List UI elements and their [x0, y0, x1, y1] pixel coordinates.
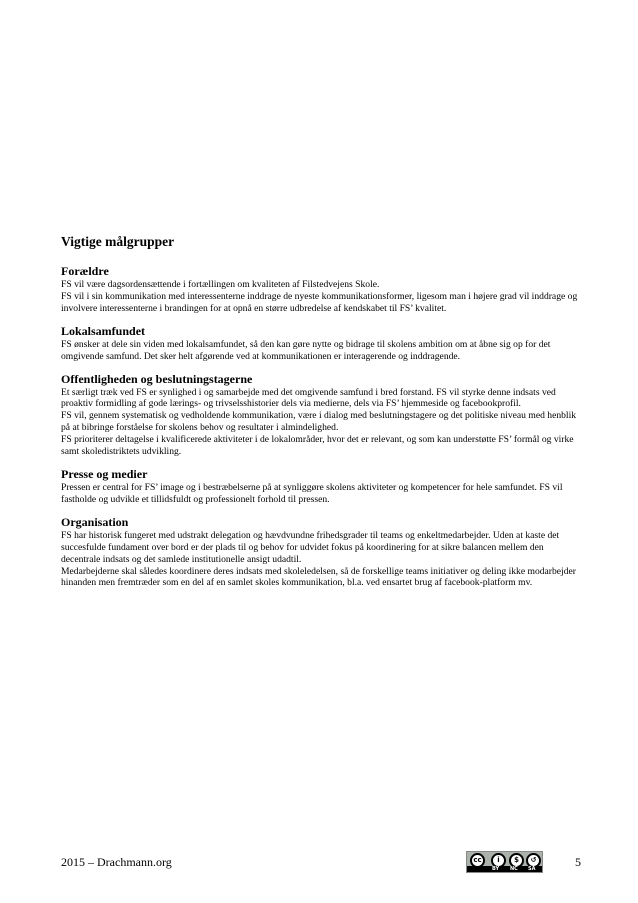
section-offentligheden	[61, 372, 581, 458]
license-label: BY	[492, 866, 500, 872]
section-organisation	[61, 515, 581, 590]
paragraph: FS vil i sin kommunikation med interessenterne inddrage de nyeste kommunikationsformer, ligesom man i højere grad vil inddrage og involvere interessenterne i brandingen for at opnå en større udbredelse af kendskabet til FS’ kvalitet.	[61, 290, 578, 314]
page-number: 5	[575, 855, 581, 869]
section-foraeldre	[61, 264, 581, 315]
sa-icon: ↺	[526, 853, 541, 868]
cc-by-nc-sa-icon	[466, 851, 543, 873]
cc-icon: cc	[470, 853, 485, 868]
license-label: SA	[528, 866, 536, 872]
paragraph: Et særligt træk ved FS er synlighed i og samarbejde med det omgivende samfund i bred forstand. FS vil styrke denne indsats ved proaktiv formidling af gode lærings- og trivselsshistorier dels via medierne, dels via FS’ hjemmeside og facebookprofil.	[61, 386, 556, 410]
footer-credit: 2015 – Drachmann.org	[61, 855, 172, 869]
paragraph: Medarbejderne skal således koordinere deres indsats med skoleledelsen, så de forskellige teams initiativer og deling ikke modarbejder hinanden men fremtræder som en del af en samlet skoles kommunikation, bl.a. ved ensartet brug af facebook-platform mv.	[61, 565, 576, 589]
paragraph: FS ønsker at dele sin viden med lokalsamfundet, så den kan gøre nytte og bidrage til skolens ambition om at åbne sig op for det omgivende samfund. Det sker helt afgørende ved at kommunikationen er interagerende og inddragende.	[61, 338, 551, 362]
document-body	[61, 234, 581, 598]
page-footer	[61, 851, 581, 873]
section-title: Organisation	[61, 514, 129, 529]
section-presse	[61, 467, 581, 506]
section-title: Offentligheden og beslutningstagerne	[61, 371, 253, 386]
nc-icon: $	[509, 853, 524, 868]
section-title: Forældre	[61, 264, 109, 278]
section-title: Lokalsamfundet	[61, 323, 146, 338]
license-label: NC	[510, 866, 518, 872]
by-icon: i	[491, 853, 506, 868]
main-heading: Vigtige målgrupper	[61, 234, 175, 249]
paragraph: FS prioriterer deltagelse i kvalificerede aktiviteter i de lokalområder, hvor det er relevant, og som kan understøtte FS’ formål og virke samt skoledistriktets udvikling.	[61, 434, 574, 458]
paragraph: FS vil, gennem systematisk og vedholdende kommunikation, være i dialog med beslutningstagere og det politiske niveau med henblik på at bibringe forståelse for skolens behov og resultater i almindelighed.	[61, 410, 577, 434]
paragraph: FS vil være dagsordensættende i fortællingen om kvaliteten af Filstedvejens Skole.	[61, 279, 380, 290]
section-lokalsamfundet	[61, 324, 581, 363]
paragraph: FS har historisk fungeret med udstrakt delegation og hævdvundne frihedsgrader til teams og enkeltmedarbejder. Uden at kaste det succesfulde fundament over bord er der plads til og behov for udvidet fokus på koordinering for at sikre balancen mellem den decentrale indsats og det samlede institutionelle ansigt udadtil.	[61, 529, 560, 565]
section-title: Presse og medier	[61, 466, 148, 481]
paragraph: Pressen er central for FS’ image og i bestræbelserne på at synliggøre skolens aktiviteter og kompetencer for hele samfundet. FS vil fastholde og udvikle et tillidsfuldt og professionelt forhold til pressen.	[61, 481, 563, 505]
